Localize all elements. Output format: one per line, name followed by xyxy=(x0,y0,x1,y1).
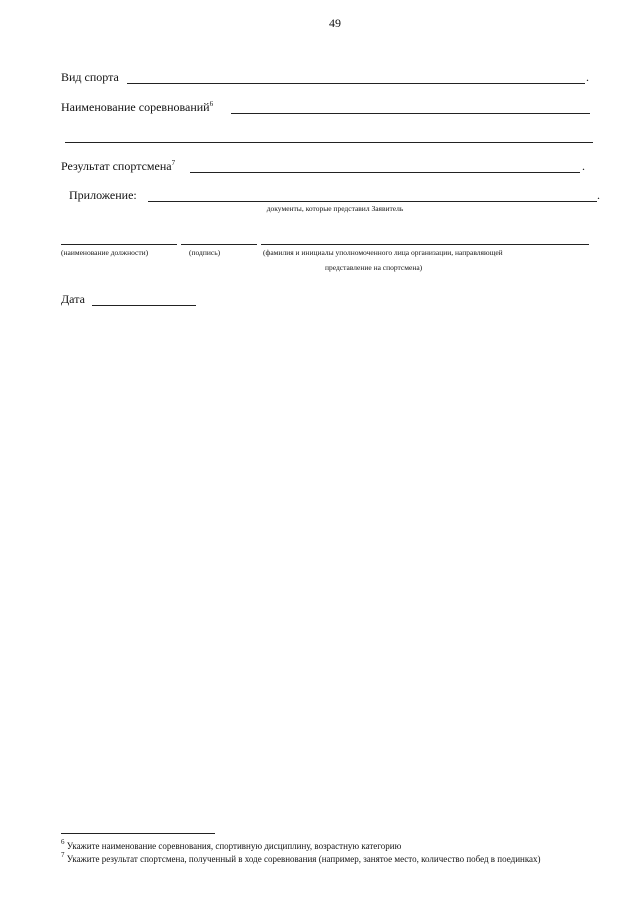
position-input-line[interactable] xyxy=(61,244,177,245)
result-input-line[interactable] xyxy=(190,172,580,173)
result-label: Результат спортсмена$^7$ xyxy=(61,159,176,173)
attachment-input-line[interactable] xyxy=(148,201,597,202)
attachment-caption: документы, которые представил Заявитель xyxy=(266,204,404,213)
page-number: 49 xyxy=(329,16,341,30)
name-caption-line-2: представление на спортсмена) xyxy=(325,263,423,272)
footnote-separator xyxy=(61,833,215,834)
signature-input-line[interactable] xyxy=(181,244,257,245)
competitions-label: Наименование соревнований$^6$ xyxy=(61,100,214,114)
competitions-input-line[interactable] xyxy=(231,113,590,114)
date-input-line[interactable] xyxy=(92,305,196,306)
sport-period: . xyxy=(586,70,589,84)
footnote-6: $^6$ Укажите наименование соревнования, спортивную дисциплину, возрастную категорию xyxy=(61,838,402,851)
sport-label: Вид спорта xyxy=(61,70,119,84)
sport-input-line[interactable] xyxy=(127,83,585,84)
competitions-input-line-2[interactable] xyxy=(65,142,593,143)
date-label: Дата xyxy=(61,292,85,306)
footnote-ref-7: 7 xyxy=(171,159,176,167)
attachment-period: . xyxy=(597,188,600,202)
name-input-line[interactable] xyxy=(261,244,589,245)
name-caption-line-1: (фамилия и инициалы уполномоченного лица организации, направляющей xyxy=(263,248,503,257)
position-caption: (наименование должности) xyxy=(61,248,149,257)
result-period: . xyxy=(582,159,585,173)
attachment-label: Приложение: xyxy=(69,188,137,202)
footnote-7: $^7$ Укажите результат спортсмена, полученный в ходе соревнования (например, занятое место, количество побед в поединках) xyxy=(61,851,541,864)
signature-caption: (подпись) xyxy=(189,248,221,257)
footnote-ref-6: 6 xyxy=(209,100,214,108)
